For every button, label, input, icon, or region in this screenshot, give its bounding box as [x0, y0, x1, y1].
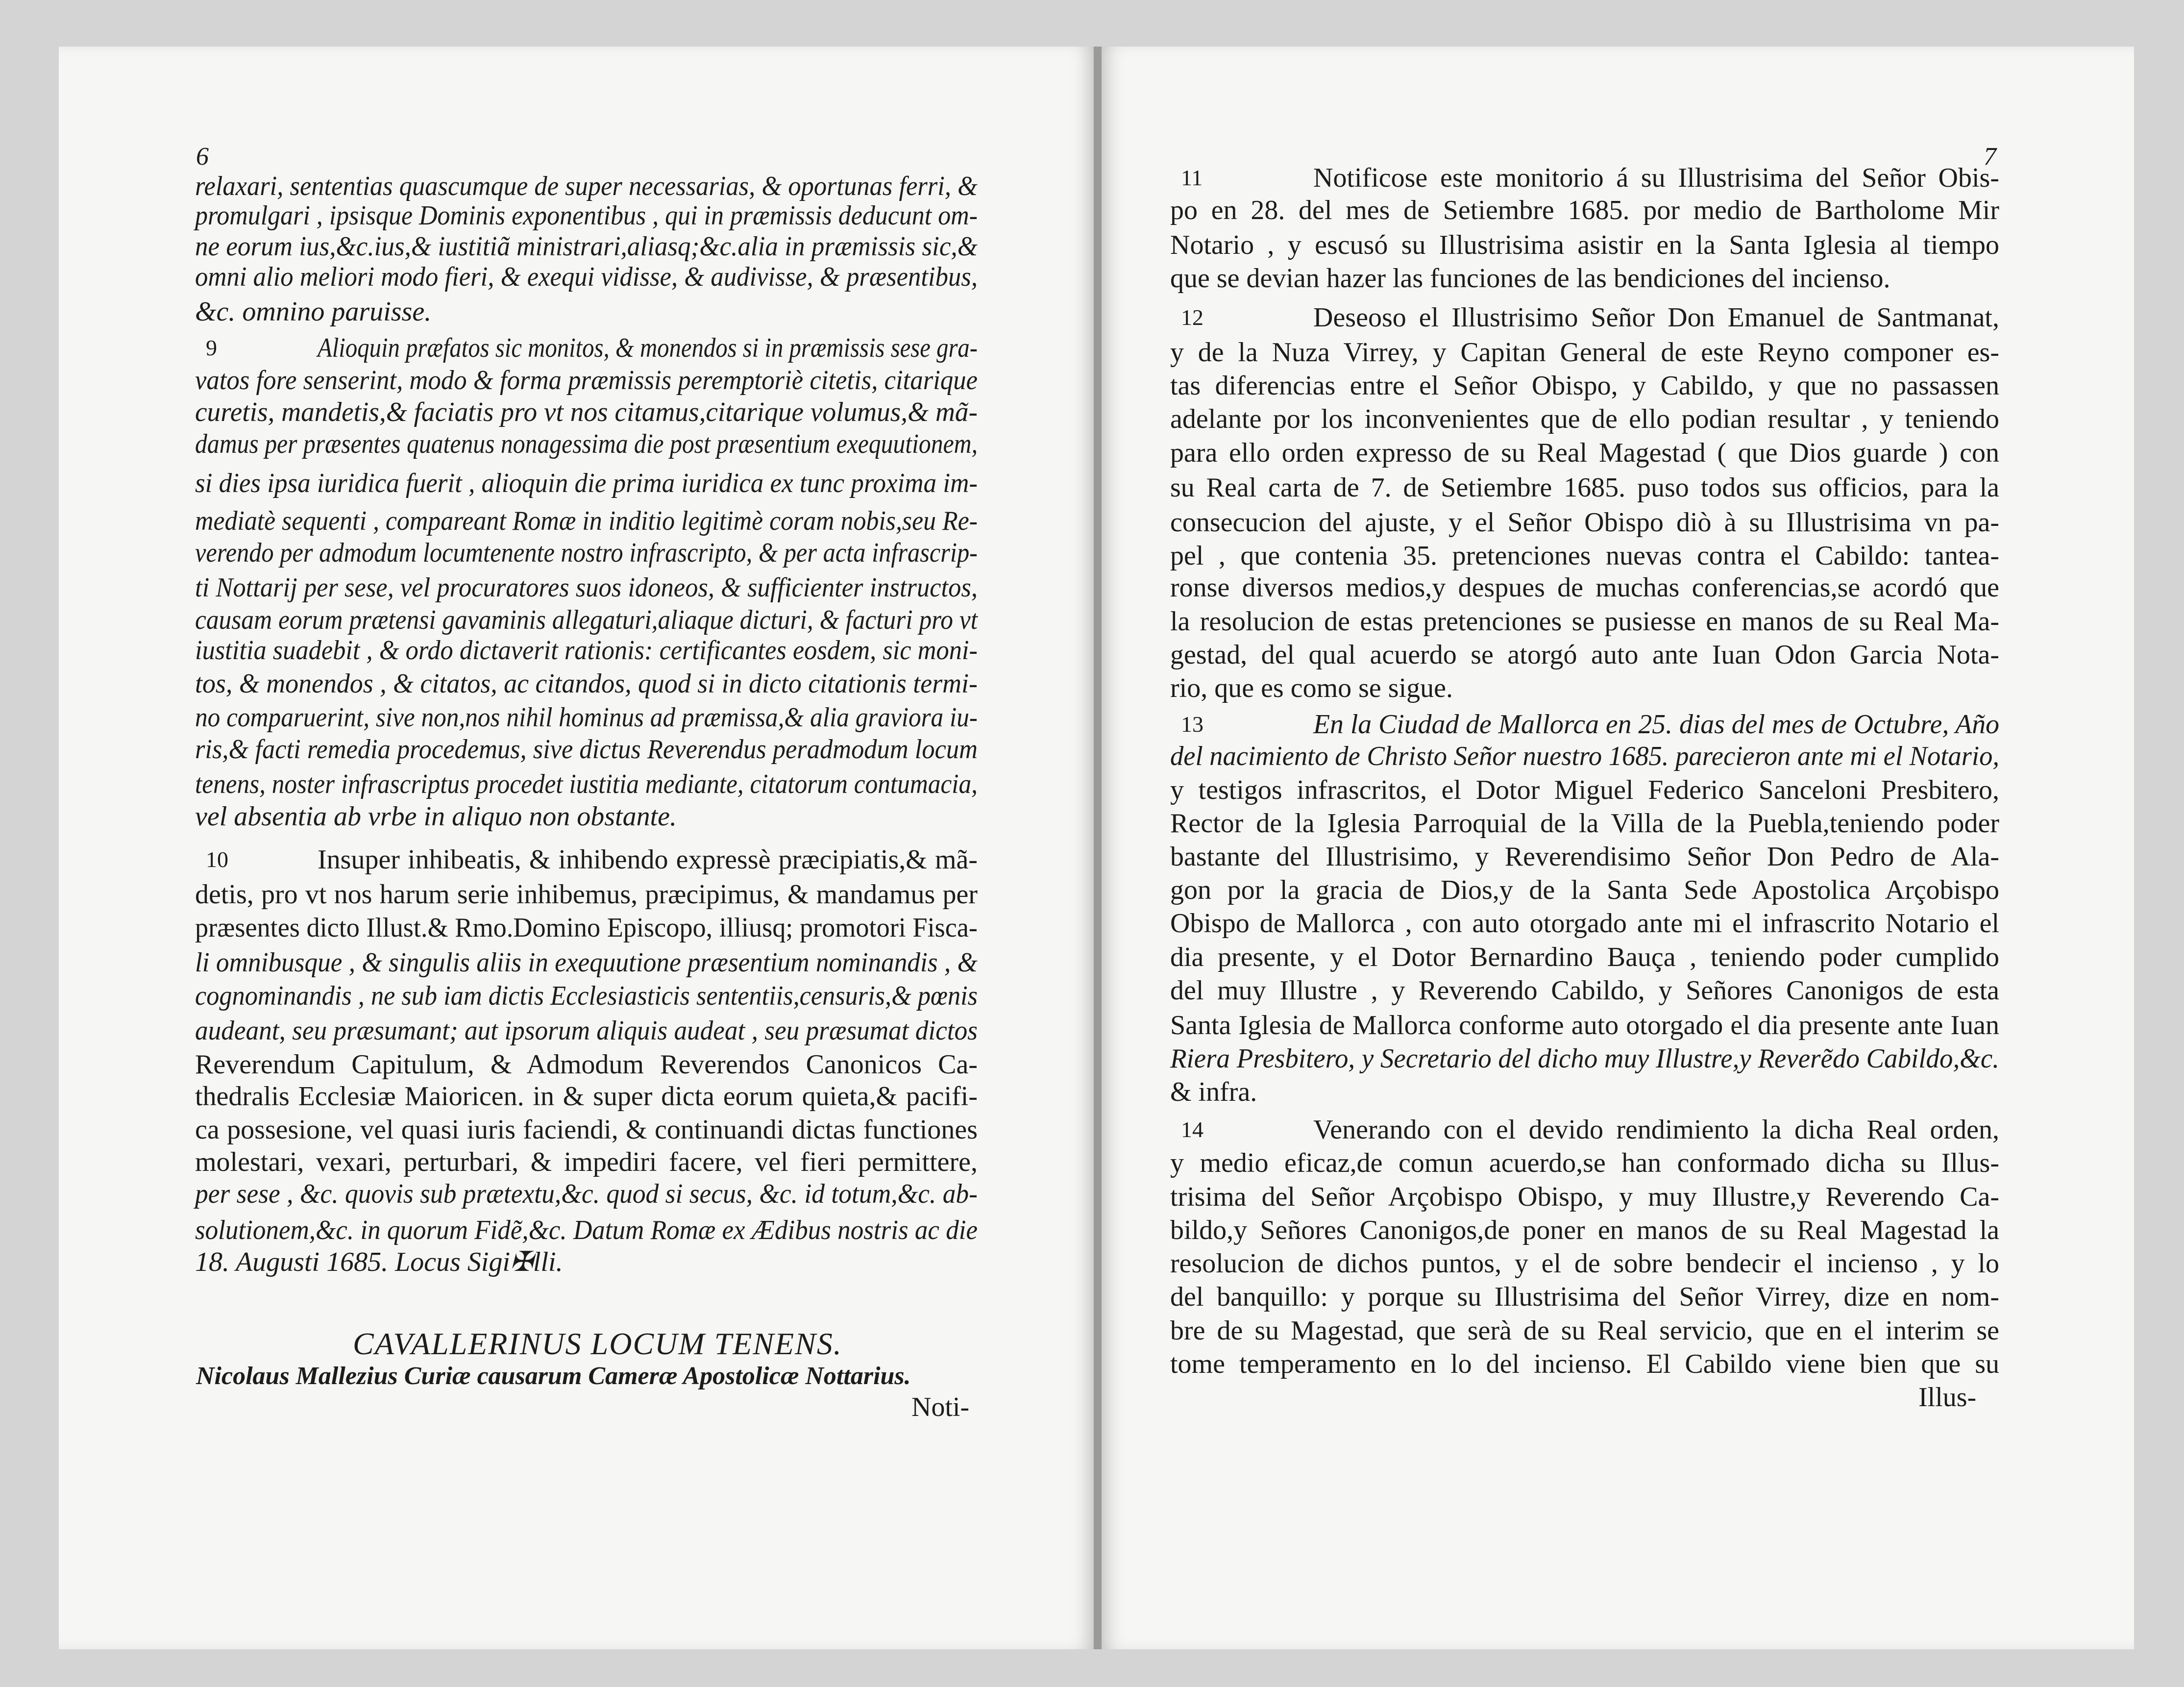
text-line-content: tos, & monendos , & citatos, ac citandos, quod si in dicto citationis termi-	[195, 669, 978, 699]
text-line-content: no comparuerint, sive non,nos nihil hominus ad præmissa,& alia graviora iu-	[195, 702, 978, 733]
text-line-content: consecucion del ajuste, y el Señor Obispo diò à su Illustrisima vn pa-	[1170, 507, 1999, 538]
text-line-content: &c. omnino paruisse.	[195, 297, 432, 327]
text-line	[1170, 808, 1999, 839]
text-line	[1170, 842, 1999, 872]
text-line	[195, 769, 1049, 799]
text-line	[1170, 1282, 1999, 1312]
text-line-content: 18. Augusti 1685. Locus Sigi✠lli.	[195, 1247, 563, 1277]
text-line	[318, 844, 978, 875]
text-line-content: En la Ciudad de Mallorca en 25. dias del mes de Octubre, Año	[1313, 709, 1999, 740]
text-line	[195, 397, 987, 427]
text-line-content: y testigos infrascritos, el Dotor Miguel Federico Sanceloni Presbitero,	[1170, 775, 1999, 805]
paragraph-number: 13	[1181, 712, 1203, 737]
text-line-content: Riera Presbitero, y Secretario del dicho muy Illustre,y Reverẽdo Cabildo,&c.	[1170, 1043, 1999, 1074]
text-line	[1170, 908, 1999, 939]
text-line	[195, 1049, 978, 1080]
text-line-content: damus per præsentes quatenus nonagessima die post præsentium exequutionem,	[195, 429, 978, 459]
text-line-content: la resolucion de estas pretenciones se pusiesse en manos de su Real Ma-	[1170, 606, 1999, 637]
text-line-content: vel absentia ab vrbe in aliquo non obstante.	[195, 801, 677, 832]
text-line	[195, 262, 1027, 292]
text-line-content: mediatè sequenti , compareant Romæ in inditio legitimè coram nobis,seu Re-	[195, 506, 978, 536]
text-line	[195, 468, 1022, 498]
text-line	[1170, 337, 1999, 368]
text-line-content: del nacimiento de Christo Señor nuestro 1685. parecieron ante mi el Notario,	[1170, 741, 1999, 771]
text-line	[1170, 230, 1999, 260]
text-line	[195, 1247, 563, 1277]
text-line-content: del banquillo: y porque su Illustrisima del Señor Virrey, dize en nom-	[1170, 1282, 1999, 1312]
text-line	[1170, 507, 1999, 538]
text-line	[1313, 302, 1999, 333]
text-line	[195, 913, 1003, 943]
text-line	[195, 1147, 978, 1177]
text-line-content: si dies ipsa iuridica fuerit , alioquin die prima iuridica ex tunc proxima im-	[195, 468, 978, 498]
text-line	[1313, 709, 2003, 740]
text-line-content: li omnibusque , & singulis aliis in exequutione præsentium nominandis , &	[195, 947, 978, 978]
text-line	[195, 981, 1032, 1011]
text-line	[195, 734, 1031, 765]
text-line-content: Santa Iglesia de Mallorca conforme auto otorgado el dia presente ante Iuan	[1170, 1010, 1999, 1041]
text-line-content: curetis, mandetis,& faciatis pro vt nos citamus,citarique volumus,& mã-	[195, 397, 978, 427]
text-line	[1170, 1077, 1257, 1107]
text-line-content: ronse diversos medios,y despues de muchas conferencias,se acordó que	[1170, 572, 1999, 603]
text-line-content: rio, que es como se sigue.	[1170, 673, 1453, 703]
text-line-content: audeant, seu præsumant; aut ipsorum aliquis audeat , seu præsumat dictos	[195, 1016, 978, 1046]
text-line	[195, 702, 1050, 733]
text-line-content: tome temperamento en lo del incienso. El Cabildo viene bien que su	[1170, 1349, 1999, 1379]
text-line	[195, 429, 1077, 459]
text-line-content: Rector de la Iglesia Parroquial de la Villa de la Puebla,teniendo poder	[1170, 808, 1999, 839]
text-line	[195, 605, 1047, 635]
text-line	[195, 669, 1008, 699]
text-line-content: verendo per admodum locumtenente nostro infrascripto, & per acta infrascrip-	[195, 538, 978, 568]
text-line	[195, 572, 1029, 603]
text-line	[1170, 1215, 1999, 1245]
text-line	[1313, 163, 1999, 193]
book-gutter	[1094, 47, 1102, 1649]
text-line	[1170, 195, 1999, 225]
text-line-content: detis, pro vt nos harum serie inhibemus, præcipimus, & mandamus per	[195, 879, 978, 910]
page-number: 7	[1984, 143, 1996, 171]
text-line-content: per sese , &c. quovis sub prætextu,&c. quod si secus, &c. id totum,&c. ab-	[195, 1179, 978, 1209]
text-line	[1170, 438, 1999, 468]
text-line-content: tas diferencias entre el Señor Obispo, y Cabildo, y que no passassen	[1170, 371, 1999, 401]
text-line	[195, 231, 1021, 262]
text-line-content: solutionem,&c. in quorum Fidẽ,&c. Datum Romæ ex Ædibus nostris ac die	[195, 1215, 978, 1245]
text-line-content: Venerando con el devido rendimiento la dicha Real orden,	[1313, 1115, 1999, 1145]
text-line	[1170, 875, 1999, 905]
text-line	[195, 635, 1031, 666]
text-line-content: Notario , y escusó su Illustrisima asistir en la Santa Iglesia al tiempo	[1170, 230, 1999, 260]
text-line	[1170, 404, 1999, 434]
text-line	[195, 365, 1026, 396]
text-line	[195, 506, 1040, 536]
notary-line: Nicolaus Mallezius Curiæ causarum Cameræ Apostolicæ Nottarius.	[196, 1362, 911, 1390]
text-line	[1313, 1115, 1999, 1145]
text-line	[1170, 775, 1999, 805]
text-line	[195, 1081, 978, 1112]
text-line-content: Insuper inhibeatis, & inhibendo expressè præcipiatis,& mã-	[318, 844, 978, 875]
text-line	[1170, 541, 1999, 571]
text-line-content: tenens, noster infrascriptus procedet iustitia mediante, citatorum contumacia,	[195, 769, 978, 799]
text-line	[1170, 1349, 1999, 1379]
text-line	[1170, 975, 1999, 1006]
text-line	[1170, 606, 1999, 637]
text-line	[1170, 263, 1890, 294]
text-line	[195, 1179, 1014, 1209]
text-line-content: molestari, vexari, perturbari, & impediri facere, vel fieri permittere,	[195, 1147, 978, 1177]
text-line-content: vatos fore senserint, modo & forma præmissis peremptoriè citetis, citarique	[195, 365, 978, 396]
text-line	[1170, 1315, 1999, 1346]
paragraph-number: 14	[1181, 1117, 1203, 1142]
text-line	[1170, 1248, 1999, 1279]
catchword: Noti-	[911, 1392, 970, 1422]
text-line-content: su Real carta de 7. de Setiembre 1685. puso todos sus officios, para la	[1170, 472, 1999, 503]
text-line	[1170, 1043, 2016, 1074]
text-line-content: dia presente, y el Dotor Bernardino Bauça , teniendo poder cumplido	[1170, 942, 1999, 972]
text-line	[195, 1215, 1021, 1245]
text-line	[1170, 1148, 1999, 1178]
text-line-content: bre de su Magestad, que serà de su Real servicio, que en el interim se	[1170, 1315, 1999, 1346]
text-line	[195, 538, 1063, 568]
text-line-content: Obispo de Mallorca , con auto otorgado ante mi el infrascrito Notario el	[1170, 908, 1999, 939]
text-line-content: adelante por los inconvenientes que de ello podian resultar , y teniendo	[1170, 404, 1999, 434]
text-line	[1170, 1010, 1999, 1041]
text-line	[1170, 673, 1453, 703]
paragraph-number: 9	[206, 335, 217, 360]
text-line-content: Reverendum Capitulum, & Admodum Reverendos Canonicos Ca-	[195, 1049, 978, 1080]
text-line-content: ti Nottarij per sese, vel procuratores suos idoneos, & sufficienter instructos,	[195, 572, 978, 603]
text-line-content: gestad, del qual acuerdo se atorgó auto ante Iuan Odon Garcia Nota-	[1170, 640, 1999, 670]
text-line-content: bastante del Illustrisimo, y Reverendisimo Señor Don Pedro de Ala-	[1170, 842, 1999, 872]
text-line-content: para ello orden expresso de su Real Magestad ( que Dios guarde ) con	[1170, 438, 1999, 468]
text-line-content: trisima del Señor Arçobispo Obispo, y muy Illustre,y Reverendo Ca-	[1170, 1182, 1999, 1212]
paragraph-number: 10	[206, 847, 228, 872]
text-line-content: Notificose este monitorio á su Illustrisima del Señor Obis-	[1313, 163, 1999, 193]
text-line	[1170, 371, 1999, 401]
text-line-content: Deseoso el Illustrisimo Señor Don Emanuel de Santmanat,	[1313, 302, 1999, 333]
text-line-content: causam eorum prætensi gavaminis allegaturi,aliaque dicturi, & facturi pro vt	[195, 605, 978, 635]
text-line	[1170, 1182, 1999, 1212]
text-line-content: del muy Illustre , y Reverendo Cabildo, y Señores Canonigos de esta	[1170, 975, 1999, 1006]
text-line	[195, 879, 978, 910]
text-line-content: ca possesione, vel quasi iuris faciendi, & continuandi dictas functiones	[195, 1115, 978, 1145]
text-line-content: y medio eficaz,de comun acuerdo,se han conformado dicha su Illus-	[1170, 1148, 1999, 1178]
text-line	[1170, 741, 2021, 771]
paragraph-number: 12	[1181, 305, 1203, 330]
text-line-content: y de la Nuza Virrey, y Capitan General de este Reyno componer es-	[1170, 337, 1999, 368]
text-line	[1170, 572, 1999, 603]
text-line-content: ne eorum ius,&c.ius,& iustitiã ministrari,aliasq;&c.alia in præmissis sic,&	[195, 231, 978, 262]
text-line-content: cognominandis , ne sub iam dictis Ecclesiasticis sententiis,censuris,& pœnis	[195, 981, 978, 1011]
catchword: Illus-	[1918, 1382, 1977, 1413]
text-line-content: pel , que contenia 35. pretenciones nuevas contra el Cabildo: tantea-	[1170, 541, 1999, 571]
text-line-content: promulgari , ipsisque Dominis exponentibus , qui in præmissis deducunt om-	[195, 200, 978, 231]
text-line-content: relaxari, sententias quascumque de super necessarias, & oportunas ferri, &	[195, 171, 978, 201]
text-line-content: thedralis Ecclesiæ Maioricen. in & super dicta eorum quieta,& pacifi-	[195, 1081, 978, 1112]
text-line	[195, 1016, 1018, 1046]
signature-locum-tenens: CAVALLERINUS LOCUM TENENS.	[353, 1326, 842, 1361]
text-line	[1170, 640, 1999, 670]
text-line-content: resolucion de dichos puntos, y el de sobre bendecir el incienso , y lo	[1170, 1248, 1999, 1279]
text-line-content: Alioquin præfatos sic monitos, & monendos si in præmissis sese gra-	[318, 333, 978, 363]
text-line	[318, 333, 1076, 363]
text-line	[195, 297, 431, 327]
text-line-content: gon por la gracia de Dios,y de la Santa Sede Apostolica Arçobispo	[1170, 875, 1999, 905]
text-line	[195, 947, 1017, 978]
text-line	[1170, 942, 1999, 972]
text-line-content: & infra.	[1170, 1077, 1257, 1107]
text-line-content: que se devian hazer las funciones de las bendiciones del incienso.	[1170, 263, 1890, 294]
text-line-content: iustitia suadebit , & ordo dictaverit rationis: certificantes eosdem, sic moni-	[195, 635, 978, 666]
text-line-content: bildo,y Señores Canonigos,de poner en manos de su Real Magestad la	[1170, 1215, 1999, 1245]
text-line	[1170, 472, 1999, 503]
text-line	[195, 200, 1038, 231]
paragraph-number: 11	[1181, 165, 1203, 190]
text-line-content: ris,& facti remedia procedemus, sive dictus Reverendus peradmodum locum	[195, 734, 978, 765]
text-line	[195, 801, 677, 832]
page-number: 6	[196, 143, 209, 171]
text-line-content: po en 28. del mes de Setiembre 1685. por medio de Bartholome Mir	[1170, 195, 1999, 225]
text-line-content: omni alio meliori modo fieri, & exequi vidisse, & audivisse, & præsentibus,	[195, 262, 978, 292]
text-line-content: præsentes dicto Illust.& Rmo.Domino Episcopo, illiusq; promotori Fisca-	[195, 913, 978, 943]
text-line	[195, 171, 1030, 201]
text-line	[195, 1115, 978, 1145]
